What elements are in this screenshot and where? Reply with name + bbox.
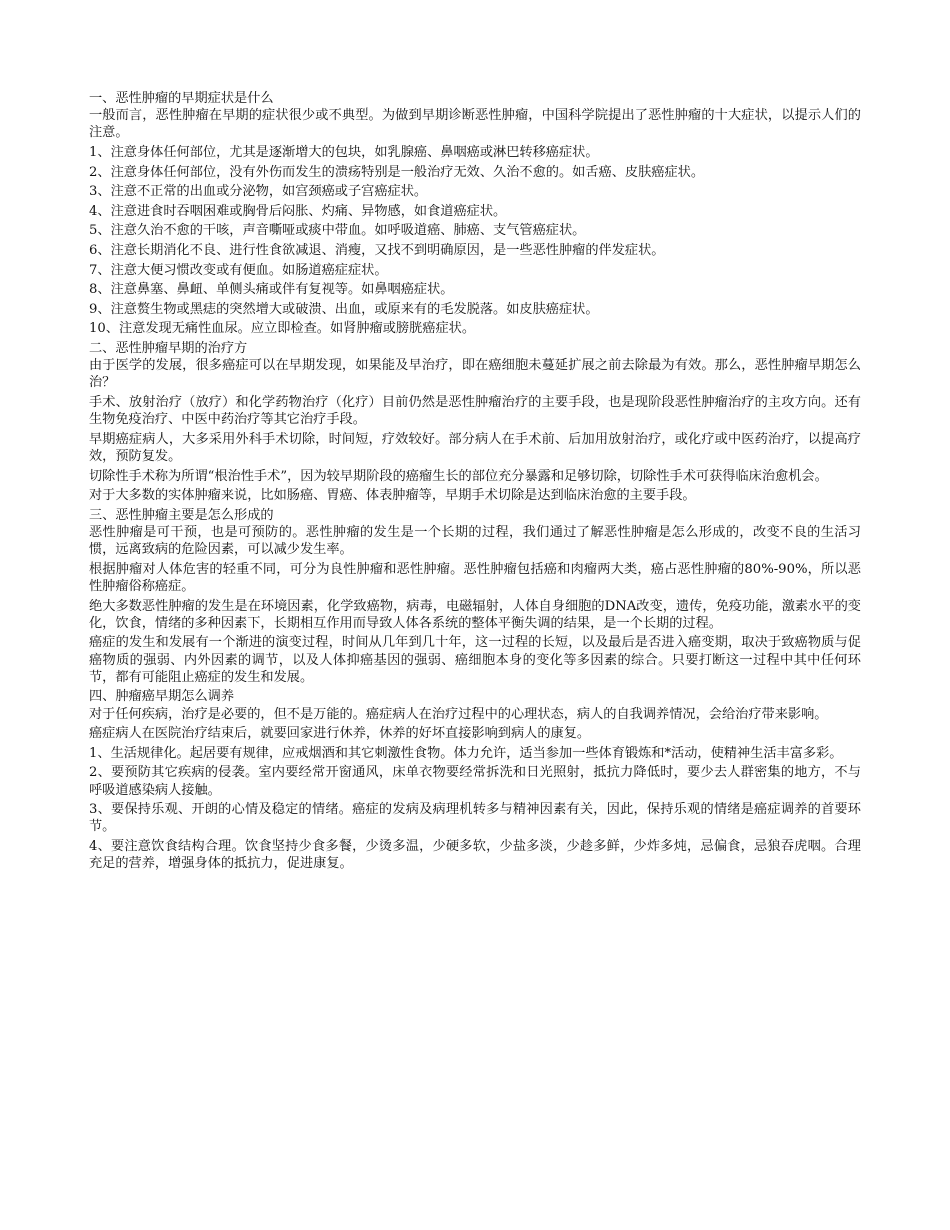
section-heading-1: 一、恶性肿瘤的早期症状是什么 [89, 91, 274, 106]
document-body [89, 90, 861, 875]
section-heading-2: 二、恶性肿瘤早期的治疗方 [89, 340, 248, 356]
list-item: 1、生活规律化。起居要有规律，应戒烟酒和其它刺激性食物。体力允许，适当参加一些体育锻炼和*活动，使精神生活丰富多彩。 [89, 745, 843, 761]
paragraph: 癌症的发生和发展有一个渐进的演变过程，时间从几年到几十年，这一过程的长短，以及最后是否进入癌变期，取决于致癌物质与促癌物质的强弱、内外因素的调节，以及人体抑癌基因的强弱、癌细胞本身的变化等多因素的综合。只要打断这一过程中其中任何环节，都有可能阻止癌症的发生和发展。 [89, 635, 861, 685]
list-item: 5、注意久治不愈的干咳，声音嘶哑或痰中带血。如呼吸道癌、肺癌、支气管癌症状。 [89, 223, 586, 239]
paragraph: 癌症病人在医院治疗结束后，就要回家进行休养，休养的好坏直接影响到病人的康复。 [89, 726, 591, 742]
list-item: 2、要预防其它疾病的侵袭。室内要经常开窗通风，床单衣物要经常拆洗和日光照射，抵抗力降低时，要少去人群密集的地方，不与呼吸道感染病人接触。 [89, 765, 861, 798]
section-heading-4: 四、肿瘤癌早期怎么调养 [89, 689, 235, 705]
list-item: 10、注意发现无痛性血尿。应立即检查。如肾肿瘤或膀胱癌症状。 [89, 321, 476, 337]
paragraph: 手术、放射治疗（放疗）和化学药物治疗（化疗）目前仍然是恶性肿瘤治疗的主要手段，也是现阶段恶性肿瘤治疗的主攻方向。还有生物免疫治疗、中医中药治疗等其它治疗手段。 [89, 394, 861, 428]
list-item: 3、要保持乐观、开朗的心情及稳定的情绪。癌症的发病及病理机转多与精神因素有关，因此，保持乐观的情绪是癌症调养的首要环节。 [89, 802, 861, 835]
list-item: 3、注意不正常的出血或分泌物，如宫颈癌或子宫癌症状。 [89, 184, 428, 200]
paragraph: 一般而言，恶性肿瘤在早期的症状很少或不典型。为做到早期诊断恶性肿瘤，中国科学院提出了恶性肿瘤的十大症状，以提示人们的注意。 [89, 108, 861, 141]
paragraph: 切除性手术称为所谓“根治性手术”，因为较早期阶段的癌瘤生长的部位充分暴露和足够切除，切除性手术可获得临床治愈机会。 [89, 468, 828, 484]
list-item: 7、注意大便习惯改变或有便血。如肠道癌症症状。 [89, 262, 388, 278]
paragraph: 对于任何疾病，治疗是必要的，但不是万能的。癌症病人在治疗过程中的心理状态，病人的自我调养情况，会给治疗带来影响。 [89, 706, 828, 722]
list-item: 4、要注意饮食结构合理。饮食坚持少食多餐，少烫多温，少硬多软，少盐多淡，少趁多鲜，少炸多炖，忌偏食，忌狼吞虎咽。合理充足的营养，增强身体的抵抗力，促进康复。 [89, 838, 861, 872]
paragraph: 早期癌症病人，大多采用外科手术切除，时间短，疗效较好。部分病人在手术前、后加用放射治疗，或化疗或中医药治疗，以提高疗效，预防复发。 [89, 431, 861, 464]
paragraph: 根据肿瘤对人体危害的轻重不同，可分为良性肿瘤和恶性肿瘤。恶性肿瘤包括癌和肉瘤两大类，癌占恶性肿瘤的80%-90%，所以恶性肿瘤俗称癌症。 [89, 561, 861, 594]
list-item: 1、注意身体任何部位，尤其是逐渐增大的包块，如乳腺癌、鼻咽癌或淋巴转移癌症状。 [89, 145, 599, 160]
list-item: 6、注意长期消化不良、进行性食欲减退、消瘦，又找不到明确原因，是一些恶性肿瘤的伴发症状。 [89, 242, 665, 258]
paragraph: 恶性肿瘤是可干预，也是可预防的。恶性肿瘤的发生是一个长期的过程，我们通过了解恶性肿瘤是怎么形成的，改变不良的生活习惯，远离致病的危险因素，可以减少发生率。 [89, 524, 861, 558]
paragraph: 由于医学的发展，很多癌症可以在早期发现，如果能及早治疗，即在癌细胞未蔓延扩展之前去除最为有效。那么，恶性肿瘤早期怎么治？ [89, 358, 861, 391]
section-heading-3: 三、恶性肿瘤主要是怎么形成的 [89, 507, 274, 523]
list-item: 8、注意鼻塞、鼻衄、单侧头痛或伴有复视等。如鼻咽癌症状。 [89, 282, 454, 298]
paragraph: 对于大多数的实体肿瘤来说，比如肠癌、胃癌、体表肿瘤等，早期手术切除是达到临床治愈的主要手段。 [89, 488, 696, 504]
paragraph: 绝大多数恶性肿瘤的发生是在环境因素，化学致癌物，病毒，电磁辐射，人体自身细胞的DNA改变，遗传，免疫功能，激素水平的变化，饮食，情绪的多种因素下，长期相互作用而导致人体各系统的整体平衡失调的结果，是一个长期的过程。 [89, 598, 861, 631]
list-item: 4、注意进食时吞咽困难或胸骨后闷胀、灼痛、异物感，如食道癌症状。 [89, 203, 507, 219]
list-item: 2、注意身体任何部位，没有外伤而发生的溃疡特别是一般治疗无效、久治不愈的。如舌癌、皮肤癌症状。 [89, 164, 705, 180]
list-item: 9、注意赘生物或黑痣的突然增大或破溃、出血，或原来有的毛发脱落。如皮肤癌症状。 [89, 301, 599, 317]
